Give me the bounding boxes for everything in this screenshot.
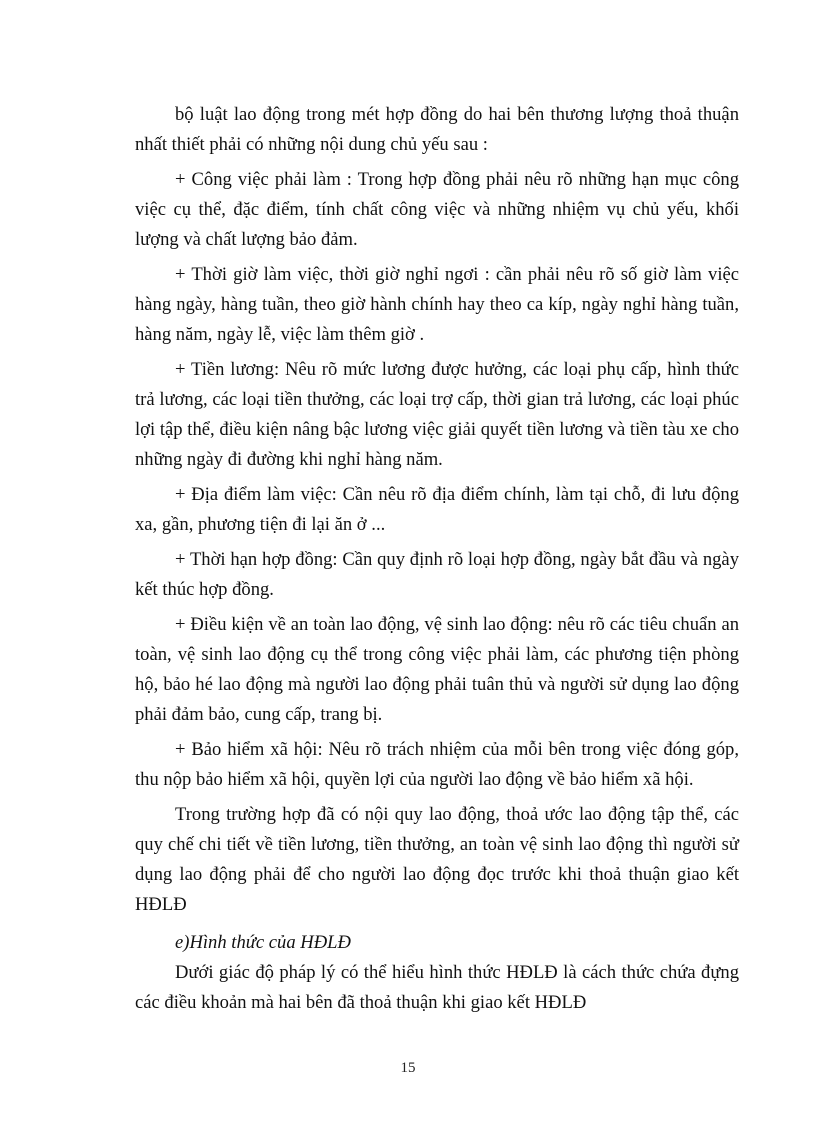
paragraph-labor-safety: + Điều kiện về an toàn lao động, vệ sinh lao động: nêu rõ các tiêu chuẩn an toàn, vệ sinh lao động cụ thể trong công việc phải làm, các phương tiện phòng hộ, bảo hé lao động mà người lao động phải tuân thủ và người sử dụng lao động phải đảm bảo, cung cấp, trang bị. [135,614,739,725]
section-heading: e)Hình thức của HĐLĐ [175,932,351,953]
paragraph-salary: + Tiền lương: Nêu rõ mức lương được hưởng, các loại phụ cấp, hình thức trả lương, các loại tiền thưởng, các loại trợ cấp, thời gian trả lương, các loại phúc lợi tập thể, điều kiện nâng bậc lương việc giải quyết tiền lương và tiền tàu xe cho những ngày đi đường khi nghỉ hàng năm. [135,359,739,470]
paragraph-social-insurance: + Bảo hiểm xã hội: Nêu rõ trách nhiệm của mỗi bên trong việc đóng góp, thu nộp bảo hiểm xã hội, quyền lợi của người lao động về bảo hiểm xã hội. [135,739,739,790]
paragraph-contract-term: + Thời hạn hợp đồng: Cần quy định rõ loại hợp đồng, ngày bắt đầu và ngày kết thúc hợp đồng. [135,549,739,600]
paragraph-contract-form: Dưới giác độ pháp lý có thể hiểu hình thức HĐLĐ là cách thức chứa đựng các điều khoản mà hai bên đã thoả thuận khi giao kết HĐLĐ [135,962,739,1013]
paragraph-internal-rules: Trong trường hợp đã có nội quy lao động, thoả ước lao động tập thể, các quy chế chi tiết về tiền lương, tiền thưởng, an toàn vệ sinh lao động thì người sử dụng lao động phải để cho người lao động đọc trước khi thoả thuận giao kết HĐLĐ [135,804,739,915]
page-number: 15 [400,1060,416,1076]
document-body [135,100,739,1018]
paragraph-work-duties: + Công việc phải làm : Trong hợp đồng phải nêu rõ những hạn mục công việc cụ thể, đặc điểm, tính chất công việc và những nhiệm vụ chủ yếu, khối lượng và chất lượng bảo đảm. [135,169,739,250]
paragraph-intro: bộ luật lao động trong mét hợp đồng do hai bên thương lượng thoả thuận nhất thiết phải có những nội dung chủ yếu sau : [135,104,739,155]
paragraph-workplace: + Địa điểm làm việc: Cần nêu rõ địa điểm chính, làm tại chỗ, đi lưu động xa, gần, phương tiện đi lại ăn ở ... [135,484,739,535]
paragraph-working-hours: + Thời giờ làm việc, thời giờ nghỉ ngơi : cần phải nêu rõ số giờ làm việc hàng ngày, hàng tuần, theo giờ hành chính hay theo ca kíp, ngày nghỉ hàng tuần, hàng năm, ngày lễ, việc làm thêm giờ . [135,264,739,345]
